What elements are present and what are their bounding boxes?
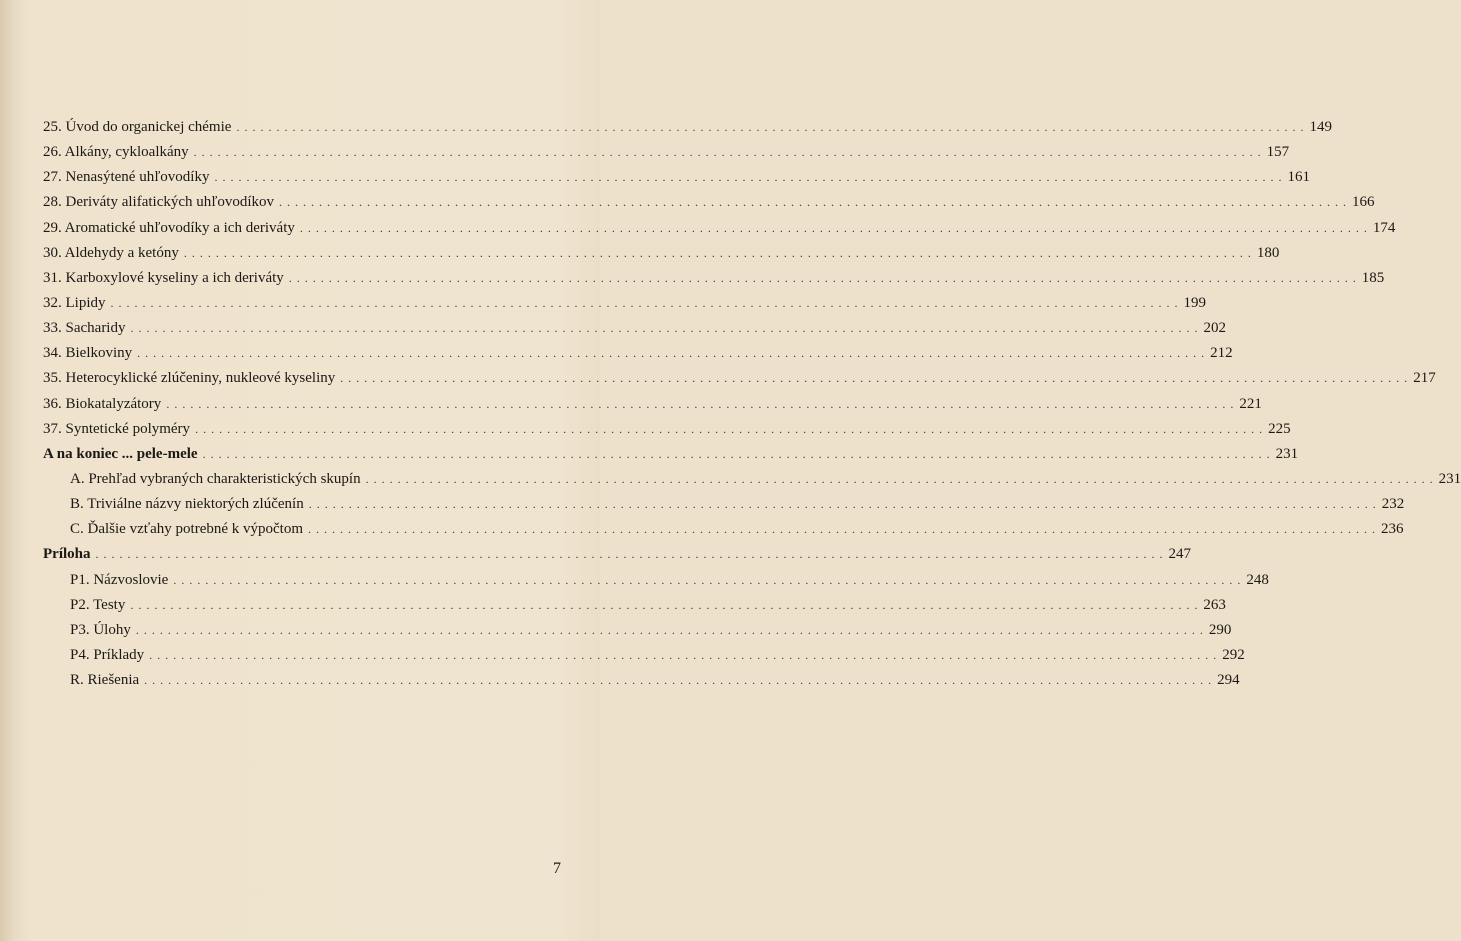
toc-entry-title: 36. Biokatalyzátory <box>43 395 162 412</box>
toc-entry-page: 248 <box>1246 571 1269 588</box>
toc-entry <box>43 517 1404 542</box>
toc-entry-page: 185 <box>1361 269 1385 286</box>
toc-entry-page: 232 <box>1381 496 1405 513</box>
toc-entry-title: C. Ďalšie vzťahy potrebné k výpočtom <box>70 521 304 538</box>
toc-entry-title: A na koniec ... pele-mele <box>43 445 198 462</box>
toc-entry-page: 236 <box>1381 521 1404 538</box>
toc-entry-title: R. Riešenia <box>70 672 140 689</box>
toc-entry-page: 225 <box>1268 420 1291 437</box>
toc-entry-title: P4. Príklady <box>70 646 145 663</box>
toc-entry-title: 32. Lipidy <box>43 294 106 311</box>
toc-entry-title: 29. Aromatické uhľovodíky a ich deriváty <box>43 219 295 236</box>
toc-entry-page: 217 <box>1413 370 1436 387</box>
toc-entry <box>43 492 1405 517</box>
dot-leader: . . . . . . . . . . . . . . . . . . . . . . . . . . . . . . . . . . . . . . . . . . . . . . . . . . . . . . . . . . . . . . . . . . . . . . . . . . . . . . . . . . . . . . . . . . . . . . . . . . . . . . . . . . . . . . . . . . . . . . . . . . . . . . . . . . . . . . <box>183 245 1252 260</box>
toc-entry-page: 292 <box>1222 646 1245 663</box>
toc-entry-title: 33. Sacharidy <box>43 320 126 337</box>
toc-entry <box>43 190 1375 215</box>
toc-entry-title: P1. Názvoslovie <box>70 571 169 588</box>
toc-entry-title: P2. Testy <box>70 596 126 613</box>
toc-entry-page: 180 <box>1256 244 1280 261</box>
dot-leader: . . . . . . . . . . . . . . . . . . . . . . . . . . . . . . . . . . . . . . . . . . . . . . . . . . . . . . . . . . . . . . . . . . . . . . . . . . . . . . . . . . . . . . . . . . . . . . . . . . . . . . . . . . . . . . . . . . . . . . . . . . . . . . . . . . . . . . <box>166 396 1235 411</box>
toc-entry <box>43 165 1310 190</box>
toc-entry <box>43 266 1385 291</box>
dot-leader: . . . . . . . . . . . . . . . . . . . . . . . . . . . . . . . . . . . . . . . . . . . . . . . . . . . . . . . . . . . . . . . . . . . . . . . . . . . . . . . . . . . . . . . . . . . . . . . . . . . . . . . . . . . . . . . . . . . . . . . . . . . . . . . . . . . . . . <box>299 220 1368 235</box>
toc-entry-title: 30. Aldehydy a ketóny <box>43 244 179 261</box>
dot-leader: . . . . . . . . . . . . . . . . . . . . . . . . . . . . . . . . . . . . . . . . . . . . . . . . . . . . . . . . . . . . . . . . . . . . . . . . . . . . . . . . . . . . . . . . . . . . . . . . . . . . . . . . . . . . . . . . . . . . . . . . . . . . . . . . . . . . . . <box>308 497 1377 512</box>
toc-entry-page: 231 <box>1438 470 1461 487</box>
toc-entry-title: A. Prehľad vybraných charakteristických skupín <box>70 470 361 487</box>
toc-entry <box>43 241 1280 266</box>
dot-leader: . . . . . . . . . . . . . . . . . . . . . . . . . . . . . . . . . . . . . . . . . . . . . . . . . . . . . . . . . . . . . . . . . . . . . . . . . . . . . . . . . . . . . . . . . . . . . . . . . . . . . . . . . . . . . . . . . . . . . . . . . . . . . . . . . . . . . . <box>214 170 1283 185</box>
toc-entry-title: 35. Heterocyklické zlúčeniny, nukleové kyseliny <box>43 370 336 387</box>
toc-entry-page: 294 <box>1217 672 1240 689</box>
dot-leader: . . . . . . . . . . . . . . . . . . . . . . . . . . . . . . . . . . . . . . . . . . . . . . . . . . . . . . . . . . . . . . . . . . . . . . . . . . . . . . . . . . . . . . . . . . . . . . . . . . . . . . . . . . . . . . . . . . . . . . . . . . . . . . . . . . . . . . <box>137 346 1206 361</box>
toc-entry <box>43 366 1436 391</box>
toc-entry <box>43 668 1240 693</box>
dot-leader: . . . . . . . . . . . . . . . . . . . . . . . . . . . . . . . . . . . . . . . . . . . . . . . . . . . . . . . . . . . . . . . . . . . . . . . . . . . . . . . . . . . . . . . . . . . . . . . . . . . . . . . . . . . . . . . . . . . . . . . . . . . . . . . . . . . . . . <box>308 522 1377 537</box>
toc-entry-page: 161 <box>1287 169 1310 186</box>
toc-entry-page: 212 <box>1210 345 1233 362</box>
toc-entry <box>43 140 1290 165</box>
toc-entry-title: 31. Karboxylové kyseliny a ich deriváty <box>43 269 284 286</box>
dot-leader: . . . . . . . . . . . . . . . . . . . . . . . . . . . . . . . . . . . . . . . . . . . . . . . . . . . . . . . . . . . . . . . . . . . . . . . . . . . . . . . . . . . . . . . . . . . . . . . . . . . . . . . . . . . . . . . . . . . . . . . . . . . . . . . . . . . . . . <box>110 295 1179 310</box>
toc-entry-page: 202 <box>1203 320 1226 337</box>
dot-leader: . . . . . . . . . . . . . . . . . . . . . . . . . . . . . . . . . . . . . . . . . . . . . . . . . . . . . . . . . . . . . . . . . . . . . . . . . . . . . . . . . . . . . . . . . . . . . . . . . . . . . . . . . . . . . . . . . . . . . . . . . . . . . . . . . . . . . . <box>149 647 1218 662</box>
toc-entry <box>43 417 1291 442</box>
toc-entry-page: 290 <box>1208 621 1232 638</box>
toc-entry <box>43 291 1206 316</box>
toc-entry-title: 25. Úvod do organickej chémie <box>43 119 232 135</box>
dot-leader: . . . . . . . . . . . . . . . . . . . . . . . . . . . . . . . . . . . . . . . . . . . . . . . . . . . . . . . . . . . . . . . . . . . . . . . . . . . . . . . . . . . . . . . . . . . . . . . . . . . . . . . . . . . . . . . . . . . . . . . . . . . . . . . . . . . . . . <box>144 673 1213 688</box>
dot-leader: . . . . . . . . . . . . . . . . . . . . . . . . . . . . . . . . . . . . . . . . . . . . . . . . . . . . . . . . . . . . . . . . . . . . . . . . . . . . . . . . . . . . . . . . . . . . . . . . . . . . . . . . . . . . . . . . . . . . . . . . . . . . . . . . . . . . . . <box>195 421 1264 436</box>
toc-entry-title: 37. Syntetické polyméry <box>43 420 191 437</box>
dot-leader: . . . . . . . . . . . . . . . . . . . . . . . . . . . . . . . . . . . . . . . . . . . . . . . . . . . . . . . . . . . . . . . . . . . . . . . . . . . . . . . . . . . . . . . . . . . . . . . . . . . . . . . . . . . . . . . . . . . . . . . . . . . . . . . . . . . . . . <box>173 572 1242 587</box>
toc-entry <box>43 316 1226 341</box>
toc-entry-page: 166 <box>1352 194 1375 211</box>
toc-entry <box>43 593 1226 618</box>
dot-leader: . . . . . . . . . . . . . . . . . . . . . . . . . . . . . . . . . . . . . . . . . . . . . . . . . . . . . . . . . . . . . . . . . . . . . . . . . . . . . . . . . . . . . . . . . . . . . . . . . . . . . . . . . . . . . . . . . . . . . . . . . . . . . . . . . . . . . . <box>340 371 1409 386</box>
toc-entry <box>43 392 1262 417</box>
toc-entry-page: 263 <box>1203 596 1226 613</box>
toc-entry-page: 231 <box>1275 445 1299 462</box>
dot-leader: . . . . . . . . . . . . . . . . . . . . . . . . . . . . . . . . . . . . . . . . . . . . . . . . . . . . . . . . . . . . . . . . . . . . . . . . . . . . . . . . . . . . . . . . . . . . . . . . . . . . . . . . . . . . . . . . . . . . . . . . . . . . . . . . . . . . . . <box>202 446 1271 461</box>
toc-entry-title: P3. Úlohy <box>70 621 131 638</box>
dot-leader: . . . . . . . . . . . . . . . . . . . . . . . . . . . . . . . . . . . . . . . . . . . . . . . . . . . . . . . . . . . . . . . . . . . . . . . . . . . . . . . . . . . . . . . . . . . . . . . . . . . . . . . . . . . . . . . . . . . . . . . . . . . . . . . . . . . . . . <box>130 597 1199 612</box>
dot-leader: . . . . . . . . . . . . . . . . . . . . . . . . . . . . . . . . . . . . . . . . . . . . . . . . . . . . . . . . . . . . . . . . . . . . . . . . . . . . . . . . . . . . . . . . . . . . . . . . . . . . . . . . . . . . . . . . . . . . . . . . . . . . . . . . . . . . . . <box>288 270 1357 285</box>
table-of-contents <box>43 115 1461 693</box>
toc-entry <box>43 467 1461 492</box>
toc-entry <box>43 115 1332 140</box>
toc-entry <box>43 341 1233 366</box>
dot-leader: . . . . . . . . . . . . . . . . . . . . . . . . . . . . . . . . . . . . . . . . . . . . . . . . . . . . . . . . . . . . . . . . . . . . . . . . . . . . . . . . . . . . . . . . . . . . . . . . . . . . . . . . . . . . . . . . . . . . . . . . . . . . . . . . . . . . . . <box>193 145 1262 160</box>
toc-entry-page: 199 <box>1183 294 1206 311</box>
toc-entry-title: 28. Deriváty alifatických uhľovodíkov <box>43 194 275 211</box>
toc-entry-title: 34. Bielkoviny <box>43 345 133 362</box>
dot-leader: . . . . . . . . . . . . . . . . . . . . . . . . . . . . . . . . . . . . . . . . . . . . . . . . . . . . . . . . . . . . . . . . . . . . . . . . . . . . . . . . . . . . . . . . . . . . . . . . . . . . . . . . . . . . . . . . . . . . . . . . . . . . . . . . . . . . . . <box>95 547 1164 562</box>
toc-entry <box>43 618 1232 643</box>
toc-entry-page: 247 <box>1168 546 1191 563</box>
toc-entry-page: 221 <box>1239 395 1262 412</box>
toc-entry <box>43 643 1245 668</box>
page-number: 7 <box>553 860 561 877</box>
toc-entry-title: Príloha <box>43 546 91 563</box>
toc-entry-title: B. Triviálne názvy niektorých zlúčenín <box>70 496 304 513</box>
toc-section-entry <box>43 442 1299 467</box>
toc-entry <box>43 568 1269 593</box>
toc-entry-title: 26. Alkány, cykloalkány <box>43 144 189 161</box>
toc-entry-title: 27. Nenasýtené uhľovodíky <box>43 169 210 186</box>
dot-leader: . . . . . . . . . . . . . . . . . . . . . . . . . . . . . . . . . . . . . . . . . . . . . . . . . . . . . . . . . . . . . . . . . . . . . . . . . . . . . . . . . . . . . . . . . . . . . . . . . . . . . . . . . . . . . . . . . . . . . . . . . . . . . . . . . . . . . . <box>135 622 1204 637</box>
toc-section-entry <box>43 542 1191 567</box>
dot-leader: . . . . . . . . . . . . . . . . . . . . . . . . . . . . . . . . . . . . . . . . . . . . . . . . . . . . . . . . . . . . . . . . . . . . . . . . . . . . . . . . . . . . . . . . . . . . . . . . . . . . . . . . . . . . . . . . . . . . . . . . . . . . . . . . . . . . . . <box>130 321 1199 336</box>
toc-entry-page: 174 <box>1372 219 1396 236</box>
dot-leader: . . . . . . . . . . . . . . . . . . . . . . . . . . . . . . . . . . . . . . . . . . . . . . . . . . . . . . . . . . . . . . . . . . . . . . . . . . . . . . . . . . . . . . . . . . . . . . . . . . . . . . . . . . . . . . . . . . . . . . . . . . . . . . . . . . . . . . <box>236 120 1305 134</box>
toc-entry-page: 149 <box>1309 119 1332 135</box>
toc-entry <box>43 216 1396 241</box>
dot-leader: . . . . . . . . . . . . . . . . . . . . . . . . . . . . . . . . . . . . . . . . . . . . . . . . . . . . . . . . . . . . . . . . . . . . . . . . . . . . . . . . . . . . . . . . . . . . . . . . . . . . . . . . . . . . . . . . . . . . . . . . . . . . . . . . . . . . . . <box>365 471 1434 486</box>
dot-leader: . . . . . . . . . . . . . . . . . . . . . . . . . . . . . . . . . . . . . . . . . . . . . . . . . . . . . . . . . . . . . . . . . . . . . . . . . . . . . . . . . . . . . . . . . . . . . . . . . . . . . . . . . . . . . . . . . . . . . . . . . . . . . . . . . . . . . . <box>279 195 1348 210</box>
toc-entry-page: 157 <box>1266 144 1290 161</box>
